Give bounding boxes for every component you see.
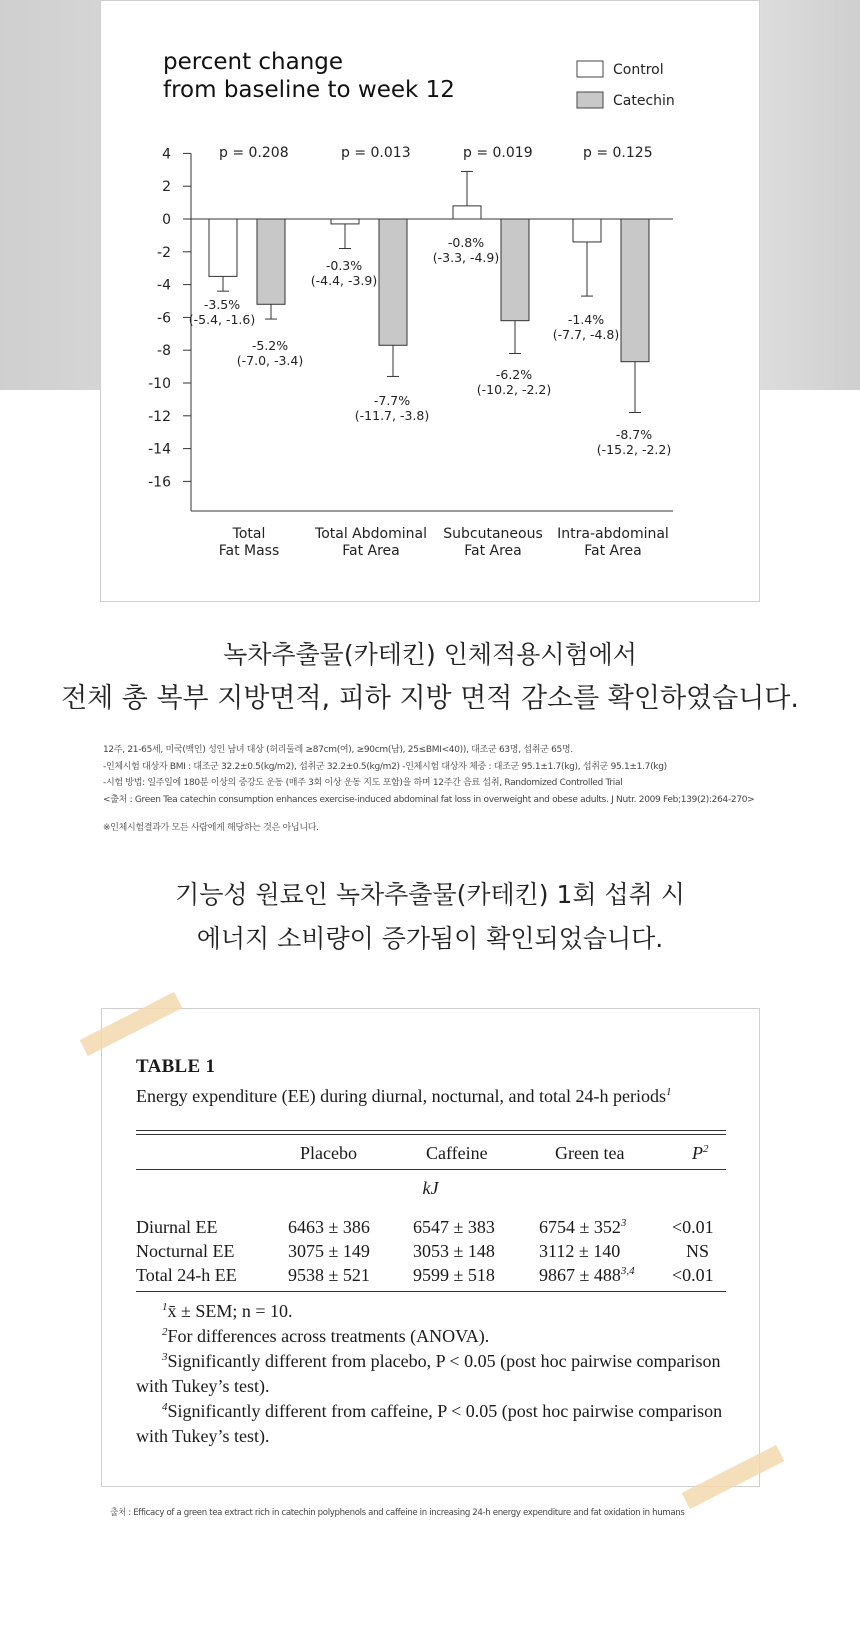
data-label: -5.2%: [251, 338, 289, 353]
x-tick-label: Fat Area: [584, 543, 642, 559]
bar: [453, 206, 481, 219]
data-label-ci: (-7.0, -3.4): [236, 353, 304, 368]
p-value-label: p = 0.125: [583, 145, 653, 161]
headline-line: 에너지 소비량이 증가됨이 확인되었습니다.: [196, 924, 664, 953]
note-line: -인체시험 대상자 BMI : 대조군 32.2±0.5(kg/m2), 섭취군 32.2±0.5(kg/m2) -인체시험 대상자 체중 : 대조군 95.1±1.7(kg), 섭취군 95.1±1.7(kg): [103, 761, 667, 772]
bar: [621, 219, 649, 362]
data-label: -0.3%: [325, 258, 363, 273]
table-unit: kJ: [422, 1178, 439, 1198]
data-label: -1.4%: [567, 312, 605, 327]
data-label-ci: (-11.7, -3.8): [354, 408, 430, 423]
table-row: Diurnal EE 6463 ± 386 6547 ± 383 $6754 \pm 352^3$ <0.01: [136, 1217, 714, 1237]
data-label: -7.7%: [373, 393, 411, 408]
x-tick-label: Subcutaneous: [443, 526, 543, 542]
y-tick-label: -16: [148, 474, 171, 491]
bar-chart: [101, 1, 759, 601]
y-tick-label: -12: [148, 408, 171, 425]
x-tick-label: Fat Mass: [218, 543, 280, 559]
headline-line: 기능성 원료인 녹차추출물(카테킨) 1회 섭취 시: [175, 880, 685, 909]
bar: [573, 219, 601, 242]
y-tick-label: -6: [157, 310, 171, 327]
bar: [209, 219, 237, 276]
bar: [331, 219, 359, 224]
chart-title: from baseline to week 12: [163, 77, 455, 103]
headline-line: 녹차추출물(카테킨) 인체적용시험에서: [223, 640, 637, 669]
y-tick-label: -4: [157, 277, 171, 294]
legend-swatch: [577, 61, 603, 77]
energy-table-card: [101, 1008, 760, 1487]
table-source: 출처 : Efficacy of a green tea extract rich in catechin polyphenols and caffeine in increasing 24-h energy expenditure and fat oxidation in humans: [110, 1508, 685, 1518]
col-header-p: $P^2$: [692, 1143, 709, 1163]
p-value-label: p = 0.208: [219, 145, 289, 161]
table-title: TABLE 1: [136, 1056, 216, 1077]
x-tick-label: Intra-abdominal: [557, 526, 669, 542]
table-footnote: $^3$Significantly different from placebo, P < 0.05 (post hoc pairwise comparison with Tukey’s test).: [136, 1351, 721, 1396]
x-tick-label: Total: [232, 526, 266, 542]
data-label-ci: (-3.3, -4.9): [432, 250, 500, 265]
bar: [379, 219, 407, 345]
p-value-label: p = 0.019: [463, 145, 533, 161]
data-label: -8.7%: [615, 427, 653, 442]
table-row: Nocturnal EE 3075 ± 149 3053 ± 148 3112 ± 140 NS: [136, 1241, 710, 1261]
x-tick-label: Fat Area: [464, 543, 522, 559]
y-tick-label: 4: [162, 146, 171, 163]
study-notes: [103, 742, 803, 837]
legend-label: Control: [613, 62, 664, 78]
table-footnote: $^4$Significantly different from caffeine, P < 0.05 (post hoc pairwise comparison with Tukey’s test).: [136, 1401, 723, 1446]
data-label: -0.8%: [447, 235, 485, 250]
col-header-placebo: Placebo: [300, 1143, 357, 1163]
col-header-green-tea: Green tea: [555, 1143, 625, 1163]
p-value-label: p = 0.013: [341, 145, 411, 161]
data-label: -3.5%: [203, 297, 241, 312]
table-footnote: $^2$For differences across treatments (ANOVA).: [162, 1326, 490, 1346]
data-label: -6.2%: [495, 367, 533, 382]
bar: [257, 219, 285, 304]
headline-line: 전체 총 복부 지방면적, 피하 지방 면적 감소를 확인하였습니다.: [61, 683, 799, 714]
y-tick-label: -10: [148, 376, 171, 392]
data-label-ci: (-4.4, -3.9): [310, 273, 378, 288]
table-row: Total 24-h EE 9538 ± 521 9599 ± 518 $9867 \pm 488^{3,4}$ <0.01: [136, 1265, 714, 1285]
y-tick-label: -8: [157, 343, 171, 360]
legend-label: Catechin: [613, 93, 675, 109]
table-footnote: $^1$x̄ ± SEM; n = 10.: [162, 1301, 293, 1321]
y-tick-label: -2: [157, 244, 171, 261]
col-header-caffeine: Caffeine: [426, 1143, 488, 1163]
data-label-ci: (-10.2, -2.2): [476, 382, 552, 397]
legend-swatch: [577, 92, 603, 108]
x-tick-label: Fat Area: [342, 543, 400, 559]
y-tick-label: 0: [162, 212, 171, 228]
note-line: -시험 방법: 일주일에 180분 이상의 중강도 운동 (매주 3회 이상 운동 지도 포함)을 하며 12주간 음료 섭취, Randomized Controlled Trial: [103, 778, 623, 788]
data-label-ci: (-7.7, -4.8): [552, 327, 620, 342]
note-line: 12주, 21-65세, 미국(백인) 성인 남녀 대상 (허리둘레 ≥87cm(여), ≥90cm(남), 25≤BMI<40)), 대조군 63명, 섭취군 65명.: [103, 745, 573, 755]
chart-title: percent change: [163, 49, 344, 75]
y-tick-label: -14: [148, 441, 171, 458]
note-disclaimer: ※인체시험결과가 모든 사람에게 해당하는 것은 아닙니다.: [103, 823, 319, 833]
note-line: <출처 : Green Tea catechin consumption enhances exercise-induced abdominal fat loss in overweight and obese adults. J Nutr. 2009 Feb;139(2):264-270>: [103, 794, 755, 805]
data-label-ci: (-5.4, -1.6): [188, 312, 256, 327]
data-label-ci: (-15.2, -2.2): [596, 442, 672, 457]
headline-catechin-trial: [0, 633, 860, 721]
bar-chart-card: [100, 0, 760, 602]
table-caption: Energy expenditure (EE) during diurnal, nocturnal, and total 24-h periods$^1$: [136, 1086, 672, 1106]
bar: [501, 219, 529, 321]
x-tick-label: Total Abdominal: [315, 526, 427, 542]
headline-energy-expenditure: [0, 873, 860, 961]
y-tick-label: 2: [162, 179, 171, 196]
